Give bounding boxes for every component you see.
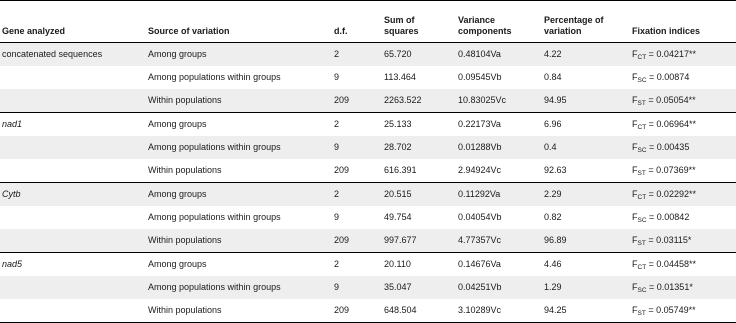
table-row	[0, 136, 736, 159]
fixation-subscript: ST	[637, 100, 646, 107]
cell-sum-of-squares: 648.504	[382, 299, 456, 323]
cell-variance-component: 3.10289Vc	[456, 299, 542, 323]
cell-variance-component: 0.11292Va	[456, 183, 542, 207]
cell-df: 209	[332, 299, 382, 323]
table-body	[0, 43, 736, 323]
fixation-symbol: F	[632, 259, 638, 269]
cell-fixation-index	[630, 229, 736, 253]
fixation-subscript: SC	[637, 77, 647, 84]
cell-source: Among groups	[146, 113, 332, 137]
cell-df: 9	[334, 72, 340, 82]
cell-variance-component: 10.83025Vc	[456, 89, 542, 113]
header-variance-components: Variance components	[456, 15, 542, 43]
cell-variance-component: 0.01288Vb	[456, 136, 542, 159]
fixation-subscript: CT	[637, 54, 647, 61]
cell-df: 209	[334, 165, 350, 175]
cell-df: 9	[334, 212, 340, 222]
fixation-symbol: F	[632, 165, 638, 175]
cell-source: Within populations	[146, 89, 332, 113]
fixation-symbol: F	[632, 189, 638, 199]
cell-variance-component: 0.22173Va	[456, 113, 542, 137]
cell-fixation-index	[630, 66, 736, 89]
cell-percentage: 6.96	[542, 113, 630, 137]
cell-sum-of-squares: 2263.522	[382, 89, 456, 113]
cell-fixation-index	[630, 113, 736, 137]
cell-fixation-index	[630, 253, 736, 277]
cell-fixation-index	[630, 183, 736, 207]
cell-source: Among groups	[146, 253, 332, 277]
fixation-value: = 0.00842	[646, 212, 690, 222]
cell-source: Among populations within groups	[146, 276, 332, 299]
cell-sum-of-squares: 35.047	[382, 276, 456, 299]
fixation-subscript: CT	[637, 124, 647, 131]
cell-fixation-index	[630, 206, 736, 229]
cell-percentage: 1.29	[542, 276, 630, 299]
fixation-value: = 0.05749**	[645, 305, 696, 315]
table-row	[0, 299, 736, 323]
cell-gene	[0, 89, 146, 113]
cell-sum-of-squares: 616.391	[384, 165, 417, 175]
cell-percentage: 92.63	[544, 165, 567, 175]
table-row	[0, 276, 736, 299]
cell-df: 2	[332, 43, 382, 67]
cell-percentage: 4.22	[542, 43, 630, 67]
fixation-symbol: F	[632, 142, 638, 152]
fixation-subscript: ST	[637, 240, 646, 247]
cell-percentage: 96.89	[542, 229, 630, 253]
fixation-value: = 0.02292**	[646, 189, 696, 199]
cell-gene	[0, 66, 146, 89]
fixation-subscript: SC	[637, 147, 647, 154]
header-row	[0, 15, 736, 43]
cell-df: 9	[332, 276, 382, 299]
cell-gene	[0, 206, 146, 229]
fixation-subscript: ST	[637, 310, 646, 317]
cell-gene	[0, 159, 146, 183]
cell-fixation-index	[630, 136, 736, 159]
header-sum-of-squares: Sum of squares	[382, 15, 456, 43]
cell-percentage: 94.95	[542, 89, 630, 113]
cell-df: 209	[332, 229, 382, 253]
cell-source: Within populations	[146, 299, 332, 323]
cell-variance-component: 0.04054Vb	[458, 212, 502, 222]
cell-sum-of-squares: 65.720	[382, 43, 456, 67]
table-row	[0, 206, 736, 229]
header-source: Source of variation	[146, 15, 332, 43]
cell-variance-component: 2.94924Vc	[458, 165, 502, 175]
cell-sum-of-squares: 25.133	[382, 113, 456, 137]
fixation-value: = 0.06964**	[646, 119, 696, 129]
cell-df: 2	[332, 253, 382, 277]
cell-source: Among populations within groups	[148, 72, 281, 82]
cell-fixation-index	[630, 89, 736, 113]
header-gene: Gene analyzed	[0, 15, 146, 43]
fixation-value: = 0.05054**	[645, 95, 696, 105]
cell-source: Within populations	[146, 229, 332, 253]
cell-source: Among populations within groups	[148, 212, 281, 222]
fixation-value: = 0.04217**	[646, 49, 696, 59]
fixation-symbol: F	[632, 235, 638, 245]
cell-source: Among groups	[146, 183, 332, 207]
cell-sum-of-squares: 113.464	[384, 72, 416, 82]
cell-df: 9	[332, 136, 382, 159]
cell-percentage: 0.82	[544, 212, 562, 222]
cell-percentage: 2.29	[542, 183, 630, 207]
fixation-symbol: F	[632, 49, 638, 59]
fixation-value: = 0.00435	[646, 142, 690, 152]
cell-df: 2	[332, 113, 382, 137]
table-row	[0, 89, 736, 113]
header-fixation-indices: Fixation indices	[630, 15, 736, 43]
top-rule	[0, 1, 736, 16]
table-row	[0, 183, 736, 207]
fixation-symbol: F	[632, 72, 638, 82]
cell-gene	[0, 276, 146, 299]
fixation-value: = 0.03115*	[645, 235, 692, 245]
cell-fixation-index	[630, 43, 736, 67]
fixation-subscript: ST	[637, 170, 646, 177]
fixation-value: = 0.07369**	[645, 165, 696, 175]
fixation-symbol: F	[632, 282, 638, 292]
fixation-value: = 0.01351*	[646, 282, 693, 292]
cell-sum-of-squares: 49.754	[384, 212, 412, 222]
table-row	[0, 253, 736, 277]
cell-source: Among populations within groups	[146, 136, 332, 159]
table-row	[0, 43, 736, 67]
cell-percentage: 0.4	[542, 136, 630, 159]
table-header	[0, 1, 736, 43]
fixation-symbol: F	[632, 119, 638, 129]
cell-variance-component: 0.04251Vb	[456, 276, 542, 299]
cell-gene: concatenated sequences	[0, 43, 146, 67]
table-row	[0, 113, 736, 137]
cell-fixation-index	[630, 276, 736, 299]
cell-fixation-index	[630, 299, 736, 323]
cell-sum-of-squares: 997.677	[382, 229, 456, 253]
cell-gene	[0, 229, 146, 253]
cell-percentage: 0.84	[544, 72, 562, 82]
cell-variance-component: 0.48104Va	[456, 43, 542, 67]
cell-fixation-index	[630, 159, 736, 183]
fixation-symbol: F	[632, 95, 638, 105]
fixation-subscript: SC	[637, 217, 647, 224]
cell-gene: nad5	[0, 253, 146, 277]
cell-percentage: 94.25	[542, 299, 630, 323]
cell-variance-component: 0.09545Vb	[458, 72, 502, 82]
cell-sum-of-squares: 20.515	[382, 183, 456, 207]
fixation-symbol: F	[632, 305, 638, 315]
table-row	[0, 229, 736, 253]
cell-variance-component: 4.77357Vc	[456, 229, 542, 253]
fixation-symbol: F	[632, 212, 638, 222]
table-row	[0, 159, 736, 183]
header-df: d.f.	[332, 15, 382, 43]
fixation-value: = 0.04458**	[646, 259, 696, 269]
fixation-value: = 0.00874	[646, 72, 690, 82]
cell-df: 209	[332, 89, 382, 113]
cell-gene	[0, 136, 146, 159]
table-row	[0, 66, 736, 89]
cell-gene: nad1	[0, 113, 146, 137]
cell-source: Among groups	[146, 43, 332, 67]
cell-variance-component: 0.14676Va	[456, 253, 542, 277]
cell-gene: Cytb	[0, 183, 146, 207]
fixation-subscript: SC	[637, 287, 647, 294]
cell-gene	[0, 299, 146, 323]
fixation-subscript: CT	[637, 194, 647, 201]
cell-percentage: 4.46	[542, 253, 630, 277]
cell-source: Within populations	[148, 165, 222, 175]
cell-sum-of-squares: 28.702	[382, 136, 456, 159]
cell-df: 2	[332, 183, 382, 207]
fixation-subscript: CT	[637, 264, 647, 271]
header-percentage-variation: Percentage of variation	[542, 15, 630, 43]
cell-sum-of-squares: 20.110	[382, 253, 456, 277]
